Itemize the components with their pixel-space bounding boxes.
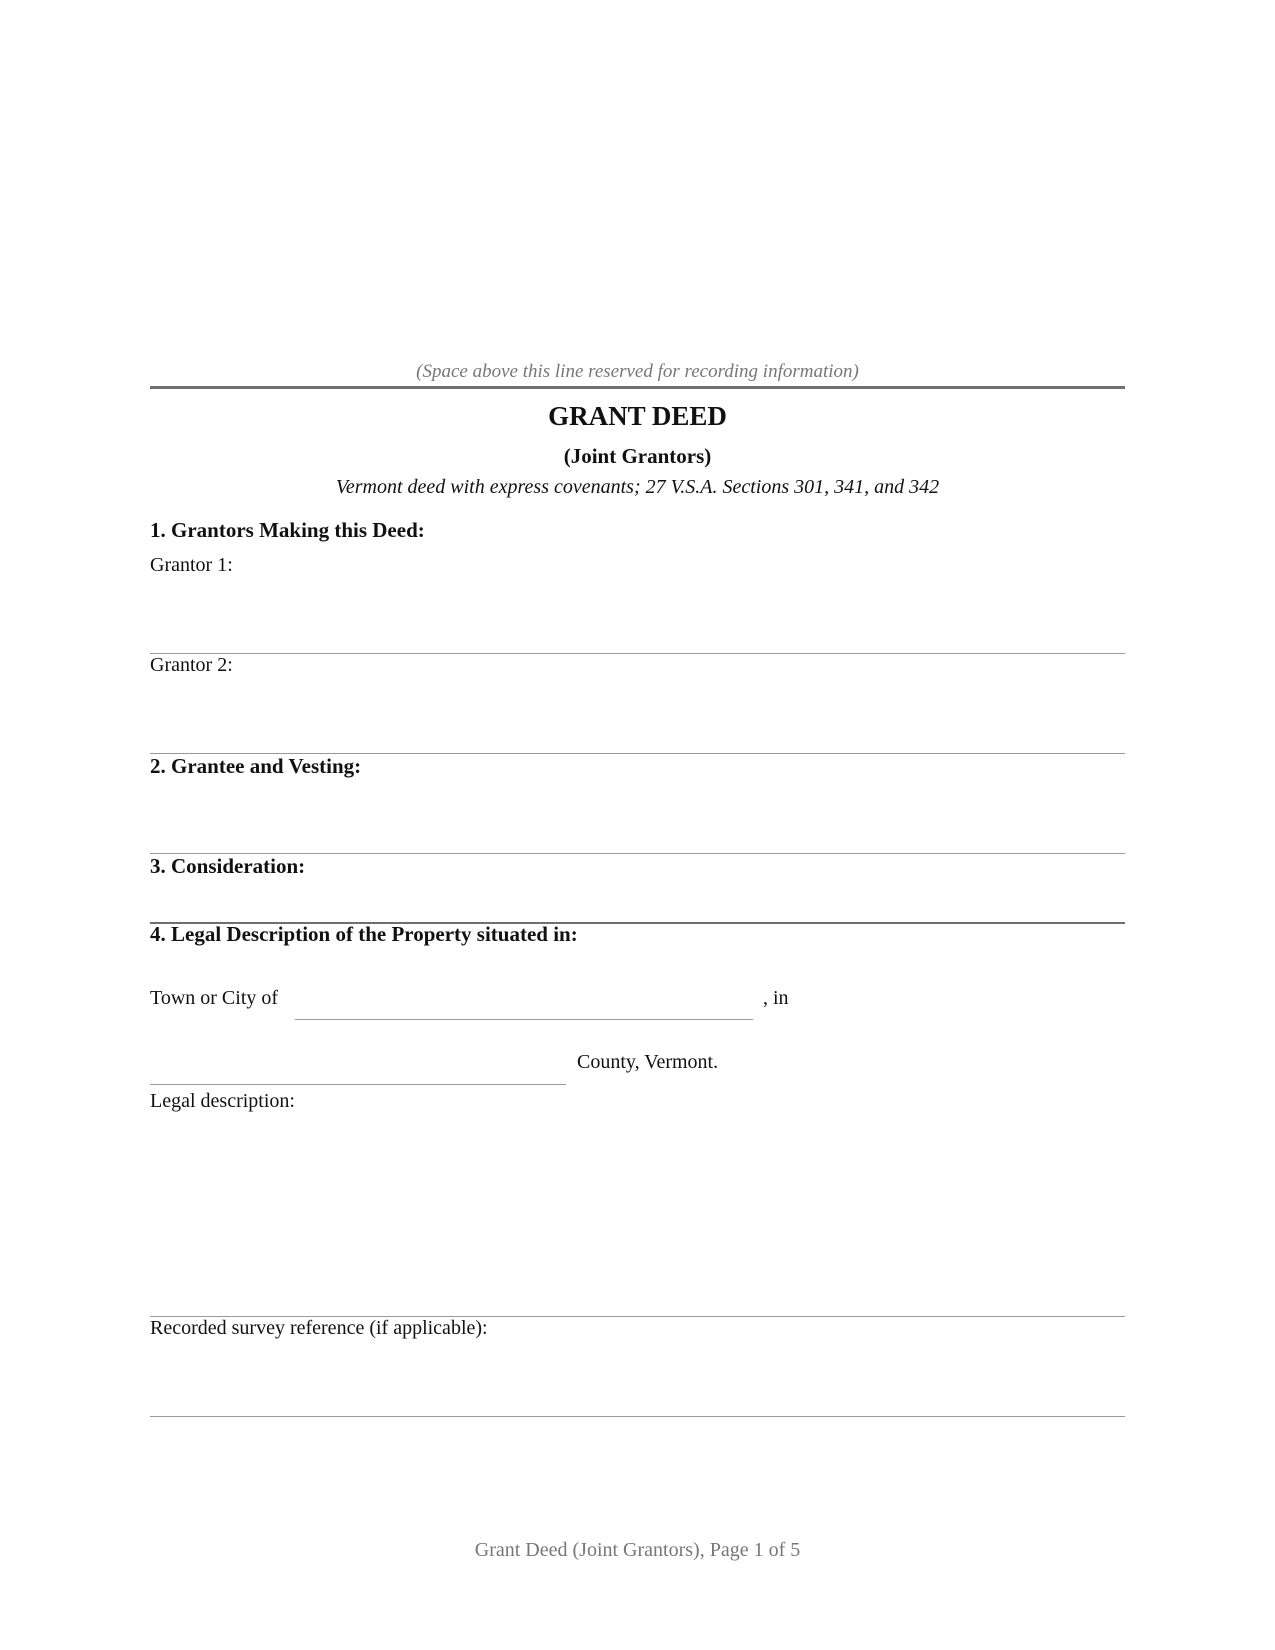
consideration-heading: 3. Consideration: xyxy=(150,854,306,878)
county-input[interactable] xyxy=(150,1050,566,1085)
grantors-heading: 1. Grantors Making this Deed: xyxy=(150,518,425,542)
legal-description-label: Legal description: xyxy=(150,1090,295,1112)
document-title: GRANT DEED xyxy=(548,401,727,431)
document-subtitle: (Joint Grantors) xyxy=(563,444,712,468)
legal-description-field[interactable] xyxy=(150,1118,1125,1308)
recording-space-note: (Space above this line reserved for recording information) xyxy=(416,361,859,382)
town-input[interactable] xyxy=(295,985,753,1020)
town-label: Town or City of xyxy=(150,987,279,1009)
survey-reference-line xyxy=(150,1416,1125,1417)
grantor-1-field[interactable] xyxy=(150,580,1125,640)
consideration-field[interactable] xyxy=(150,882,1125,908)
survey-reference-label: Recorded survey reference (if applicable): xyxy=(150,1317,488,1339)
statute-note: Vermont deed with express covenants; 27 V.S.A. Sections 301, 341, and 342 xyxy=(335,476,940,498)
county-suffix: County, Vermont. xyxy=(577,1051,719,1073)
town-suffix: , in xyxy=(763,987,789,1009)
recording-divider xyxy=(150,386,1125,389)
grantor-2-label: Grantor 2: xyxy=(150,654,233,676)
grantee-vesting-field[interactable] xyxy=(150,782,1125,840)
survey-reference-field[interactable] xyxy=(150,1344,1125,1404)
page-footer: Grant Deed (Joint Grantors), Page 1 of 5 xyxy=(474,1539,801,1561)
grantor-1-label: Grantor 1: xyxy=(150,554,233,576)
grantee-heading: 2. Grantee and Vesting: xyxy=(150,754,362,778)
legal-description-heading: 4. Legal Description of the Property situated in: xyxy=(150,922,578,946)
grantor-1-line xyxy=(150,653,1125,654)
grantor-2-field[interactable] xyxy=(150,680,1125,740)
